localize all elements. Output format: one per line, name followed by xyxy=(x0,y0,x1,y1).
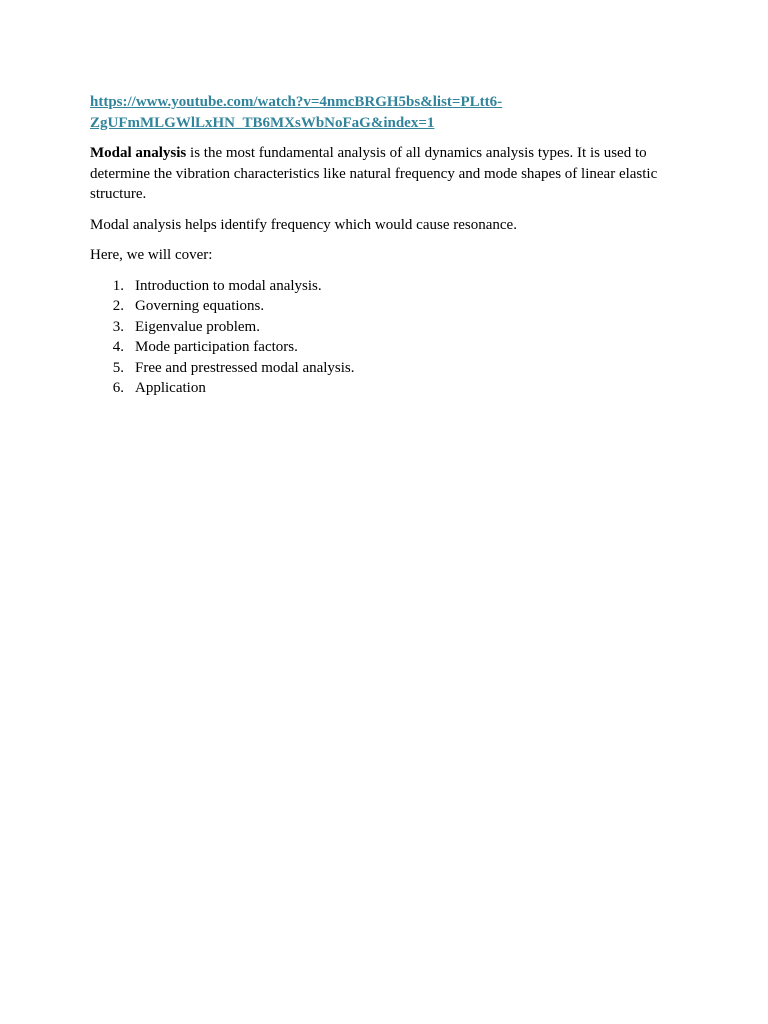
list-item-number: 6. xyxy=(112,380,124,396)
list-item-text: Mode participation factors. xyxy=(135,339,298,355)
cover-intro-paragraph: Here, we will cover: xyxy=(90,247,213,263)
intro-paragraph xyxy=(90,143,680,205)
list-item-text: Application xyxy=(135,380,206,396)
list-item xyxy=(90,276,680,297)
list-item-text: Eigenvalue problem. xyxy=(135,318,260,335)
resonance-paragraph: Modal analysis helps identify frequency which would cause resonance. xyxy=(90,216,517,233)
list-item xyxy=(90,358,680,379)
list-item-number: 1. xyxy=(112,277,124,294)
list-item xyxy=(90,337,680,358)
list-item xyxy=(90,317,680,338)
list-item-number: 4. xyxy=(112,339,124,355)
intro-text: is the most fundamental analysis of all dynamics analysis types. It is used to determine the vibration characteristics like natural frequency and mode shapes of linear elastic structure. xyxy=(90,145,658,202)
youtube-link[interactable] xyxy=(90,92,680,133)
list-item-text: Free and prestressed modal analysis. xyxy=(135,359,355,376)
document-page xyxy=(90,92,680,399)
youtube-link-line2[interactable]: ZgUFmMLGWlLxHN_TB6MXsWbNoFaG&index=1 xyxy=(90,114,435,131)
list-item-text: Introduction to modal analysis. xyxy=(135,277,322,294)
list-item xyxy=(90,296,680,317)
youtube-link-line1[interactable]: https://www.youtube.com/watch?v=4nmcBRGH5bs&list=PLtt6- xyxy=(90,94,503,110)
list-item-number: 2. xyxy=(112,298,124,314)
list-item-number: 5. xyxy=(112,359,124,376)
list-item-number: 3. xyxy=(112,318,124,335)
topic-list xyxy=(90,276,680,399)
intro-bold-term: Modal analysis xyxy=(90,145,187,161)
list-item-text: Governing equations. xyxy=(135,298,265,314)
list-item xyxy=(90,378,680,399)
